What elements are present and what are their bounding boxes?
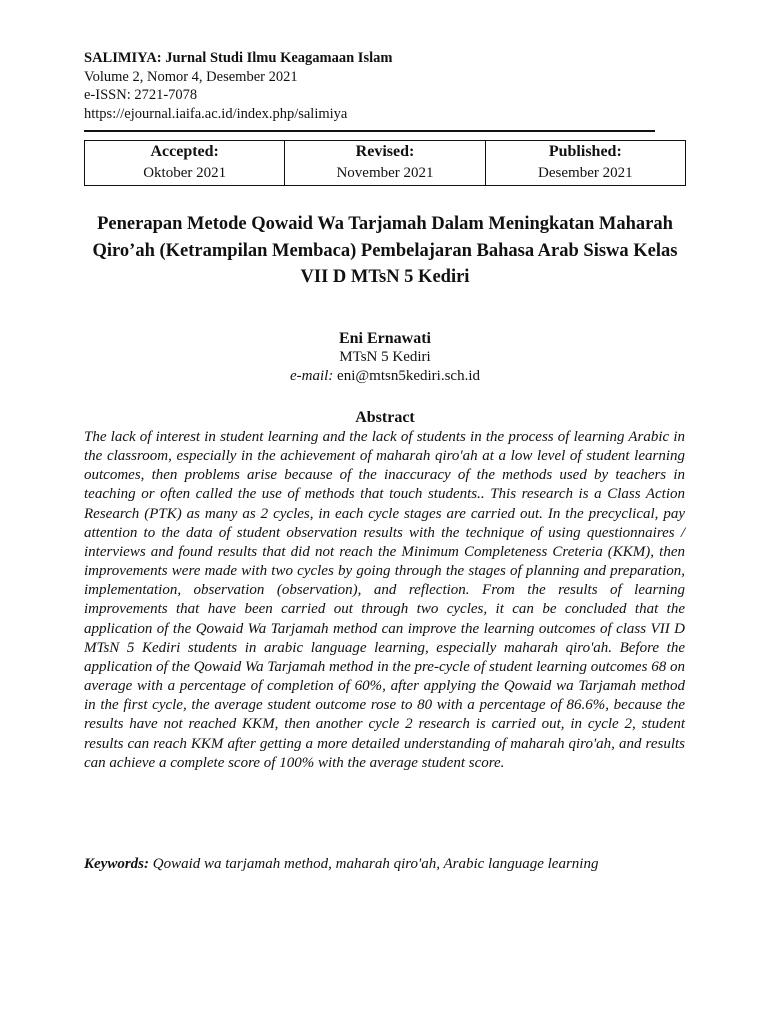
abstract-heading: Abstract bbox=[355, 409, 415, 426]
author-email: eni@mtsn5kediri.sch.id bbox=[337, 368, 481, 384]
journal-volume: Volume 2, Nomor 4, Desember 2021 bbox=[84, 68, 298, 85]
revised-cell bbox=[285, 141, 485, 186]
accepted-cell bbox=[85, 141, 285, 186]
author-email-line bbox=[84, 367, 686, 386]
author-name: Eni Ernawati bbox=[338, 330, 431, 347]
journal-name: SALIMIYA: Jurnal Studi Ilmu Keagamaan Islam bbox=[84, 50, 393, 66]
publication-dates-table bbox=[84, 140, 686, 186]
keywords-label: Keywords: bbox=[84, 856, 149, 872]
revised-date: November 2021 bbox=[336, 165, 434, 181]
journal-url: https://ejournal.iaifa.ac.id/index.php/salimiya bbox=[84, 105, 348, 122]
author-block bbox=[84, 329, 686, 386]
accepted-label: Accepted: bbox=[150, 143, 219, 160]
accepted-date: Oktober 2021 bbox=[143, 165, 227, 181]
journal-issn: e-ISSN: 2721-7078 bbox=[84, 87, 198, 103]
published-label: Published: bbox=[548, 143, 622, 160]
revised-label: Revised: bbox=[355, 143, 415, 160]
email-label: e-mail: bbox=[289, 368, 334, 384]
header-divider bbox=[84, 130, 655, 132]
published-date: Desember 2021 bbox=[538, 165, 633, 181]
published-cell bbox=[485, 141, 685, 186]
author-affiliation: MTsN 5 Kediri bbox=[339, 349, 431, 365]
paper-title: Penerapan Metode Qowaid Wa Tarjamah Dalam Meningkatan Maharah Qiro’ah (Ketrampilan Membaca) Pembelajaran Bahasa Arab Siswa Kelas VII D MTsN 5 Kediri bbox=[92, 214, 678, 287]
abstract-text: The lack of interest in student learning and the lack of students in the process of learning Arabic in the classroom, especially in the achievement of maharah qiro'ah at a low level of student learning outcomes, then problems arise because of the inaccuracy of the methods used by teachers in teaching or often called the use of methods that touch students.. This research is a Class Action Research (PTK) as many as 2 cycles, in each cycle stages are carried out. In the precyclical, pay attention to the data of student observation results with the technique of using questionnaires / interviews and found results that did not reach the Minimum Completeness Creteria (KKM), then improvements were made with two cycles by going through the stages of planning and preparation, implementation, observation (observation), and reflection. From the results of learning improvements that have been carried out through two cycles, it can be concluded that the application of the Qowaid Wa Tarjamah method can improve the learning outcomes of class VII D MTsN 5 Kediri students in arabic language learning, especially maharah qiro'ah. Before the application of the Qowaid Wa Tarjamah method in the pre-cycle of student learning outcomes 68 on average with a percentage of completion of 60%, after applying the Qowaid wa Tarjamah method in the first cycle, the average student outcome rose to 80 with a percentage of 86.6%, because the results have not reached KKM, then another cycle 2 research is carried out, in cycle 2, student results can reach KKM after getting a more detailed understanding of maharah qiro'ah, and results can achieve a complete score of 100% with the average student score. bbox=[84, 429, 685, 771]
keywords-paragraph bbox=[84, 855, 685, 874]
table-row bbox=[85, 141, 686, 186]
journal-header bbox=[84, 49, 664, 123]
keywords-text: Qowaid wa tarjamah method, maharah qiro'ah, Arabic language learning bbox=[152, 856, 599, 872]
